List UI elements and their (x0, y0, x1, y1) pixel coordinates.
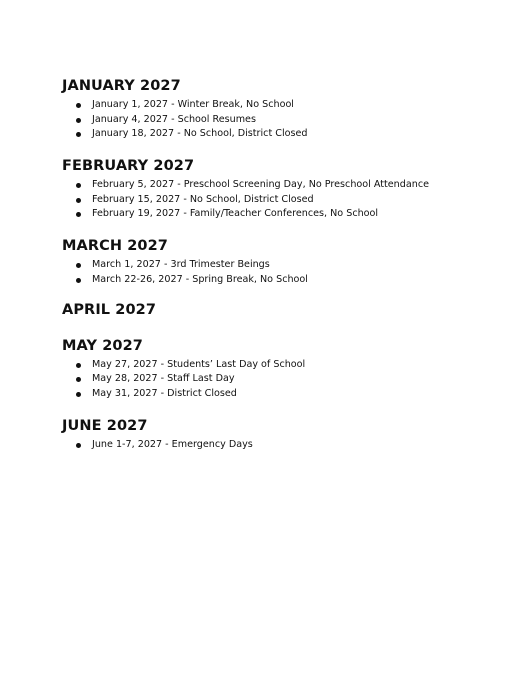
month-heading: JUNE 2027 (62, 417, 148, 434)
month-heading: JANUARY 2027 (62, 78, 181, 94)
month-heading: FEBRUARY 2027 (62, 158, 195, 175)
event-item (62, 358, 502, 373)
calendar-document (62, 74, 502, 452)
month-heading: APRIL 2027 (62, 301, 157, 318)
event-text: January 18, 2027 - No School, District Closed (92, 128, 308, 140)
month-section-march (62, 234, 502, 287)
event-item (62, 207, 502, 222)
event-item (62, 372, 502, 387)
event-list (62, 178, 502, 222)
event-item (62, 178, 502, 193)
bullet-icon (76, 278, 81, 283)
bullet-icon (76, 377, 81, 382)
event-text: May 28, 2027 - Staff Last Day (92, 373, 235, 385)
bullet-icon (76, 198, 81, 203)
event-text: March 1, 2027 - 3rd Trimester Beings (92, 259, 270, 271)
bullet-icon (76, 263, 81, 268)
event-list (62, 438, 502, 453)
event-item (62, 258, 502, 273)
bullet-icon (76, 118, 81, 123)
event-list (62, 358, 502, 402)
bullet-icon (76, 363, 81, 368)
month-section-february (62, 154, 502, 222)
bullet-icon (76, 392, 81, 397)
event-text: January 1, 2027 - Winter Break, No School (92, 99, 294, 110)
event-item (62, 387, 502, 402)
event-text: March 22-26, 2027 - Spring Break, No School (92, 273, 308, 285)
event-item (62, 127, 502, 142)
event-text: May 27, 2027 - Students’ Last Day of School (92, 358, 306, 370)
event-text: February 19, 2027 - Family/Teacher Conferences, No School (92, 208, 379, 220)
event-list (62, 258, 502, 287)
event-item (62, 98, 502, 113)
event-text: January 4, 2027 - School Resumes (92, 113, 256, 125)
event-text: February 5, 2027 - Preschool Screening Day, No Preschool Attendance (92, 179, 429, 191)
event-text: February 15, 2027 - No School, District Closed (92, 193, 314, 205)
bullet-icon (76, 212, 81, 217)
month-section-april (62, 298, 502, 322)
event-item (62, 193, 502, 208)
month-section-january (62, 74, 502, 142)
bullet-icon (76, 443, 81, 448)
bullet-icon (76, 103, 81, 108)
event-item (62, 273, 502, 288)
month-heading: MARCH 2027 (62, 238, 168, 255)
month-section-may (62, 334, 502, 402)
event-list (62, 98, 502, 142)
event-item (62, 113, 502, 128)
bullet-icon (76, 132, 81, 137)
bullet-icon (76, 183, 81, 188)
event-text: June 1-7, 2027 - Emergency Days (92, 438, 253, 450)
event-text: May 31, 2027 - District Closed (92, 387, 237, 399)
event-item (62, 438, 502, 453)
month-section-june (62, 414, 502, 453)
month-heading: MAY 2027 (62, 337, 143, 354)
